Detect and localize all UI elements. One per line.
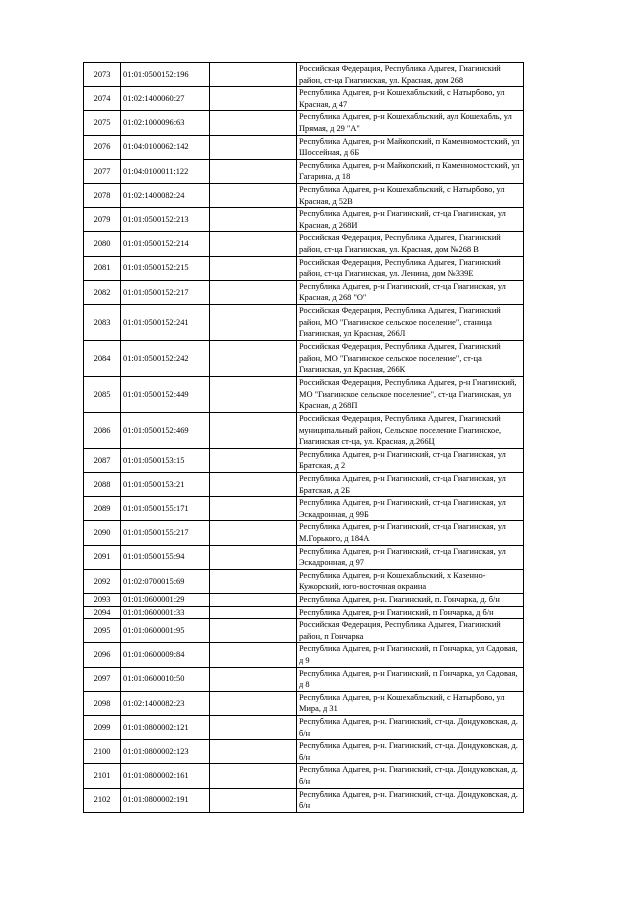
address-cell: Республика Адыгея, р-н Кошехабльский, с Натырбово, ул Красная, д 47 [297,87,524,111]
cadastral-number-cell: 01:02:1400060:27 [121,87,210,111]
empty-cell [210,412,297,448]
empty-cell [210,715,297,739]
empty-cell [210,87,297,111]
table-row [84,788,524,812]
table-row [84,135,524,159]
address-cell: Российская Федерация, Республика Адыгея, Гиагинский район, МО "Гиагинское сельское поселение", ст-ца Гиагинская, ул Красная, 266К [297,340,524,376]
table-body [84,63,524,813]
table-row [84,376,524,412]
cadastral-number-cell: 01:02:1400082:24 [121,183,210,207]
empty-cell [210,473,297,497]
cadastral-number-cell: 01:04:0100062:142 [121,135,210,159]
row-number-cell: 2099 [84,715,121,739]
address-cell: Российская Федерация, Республика Адыгея, Гиагинский район, МО "Гиагинское сельское поселение", станица Гиагинская, ул Красная, 266Л [297,304,524,340]
empty-cell [210,183,297,207]
address-cell: Республика Адыгея, р-н Гиагинский, ст-ца Гиагинская, ул Братская, д 2 [297,448,524,472]
row-number-cell: 2075 [84,111,121,135]
row-number-cell: 2081 [84,256,121,280]
table-row [84,340,524,376]
address-cell: Республика Адыгея, р-н Кошехабльский, аул Кошехабль, ул Прямая, д 29 "А" [297,111,524,135]
table-row [84,87,524,111]
row-number-cell: 2102 [84,788,121,812]
empty-cell [210,304,297,340]
table-row [84,691,524,715]
row-number-cell: 2077 [84,159,121,183]
address-cell: Республика Адыгея, р-н. Гиагинский, ст-ца. Дондуковская, д. б/н [297,764,524,788]
table-row [84,619,524,643]
empty-cell [210,788,297,812]
table-row [84,715,524,739]
row-number-cell: 2087 [84,448,121,472]
table-row [84,594,524,607]
empty-cell [210,764,297,788]
empty-cell [210,569,297,593]
property-table [83,62,524,813]
cadastral-number-cell: 01:01:0500152:242 [121,340,210,376]
row-number-cell: 2090 [84,521,121,545]
empty-cell [210,448,297,472]
row-number-cell: 2101 [84,764,121,788]
address-cell: Российская Федерация, Республика Адыгея, Гиагинский район, п Гончарка [297,619,524,643]
row-number-cell: 2094 [84,606,121,619]
cadastral-number-cell: 01:01:0500152:469 [121,412,210,448]
cadastral-number-cell: 01:01:0800002:191 [121,788,210,812]
empty-cell [210,521,297,545]
table-row [84,667,524,691]
empty-cell [210,691,297,715]
row-number-cell: 2100 [84,740,121,764]
address-cell: Республика Адыгея, р-н Гиагинский, п Гончарка, д б/н [297,606,524,619]
row-number-cell: 2082 [84,280,121,304]
table-row [84,111,524,135]
cadastral-number-cell: 01:02:0700015:69 [121,569,210,593]
empty-cell [210,740,297,764]
address-cell: Республика Адыгея, р-н. Гиагинский, ст-ца. Дондуковская, д. б/н [297,715,524,739]
address-cell: Республика Адыгея, р-н Майкопский, п Каменномостский, ул Гагарина, д 18 [297,159,524,183]
table-row [84,232,524,256]
empty-cell [210,208,297,232]
cadastral-number-cell: 01:01:0800002:161 [121,764,210,788]
cadastral-number-cell: 01:01:0500152:196 [121,63,210,87]
address-cell: Республика Адыгея, р-н. Гиагинский, ст-ца. Дондуковская, д. б/н [297,740,524,764]
address-cell: Республика Адыгея, р-н Гиагинский, п Гончарка, ул Садовая, д 9 [297,643,524,667]
empty-cell [210,643,297,667]
cadastral-number-cell: 01:01:0500155:94 [121,545,210,569]
cadastral-number-cell: 01:01:0500155:217 [121,521,210,545]
address-cell: Республика Адыгея, р-н Гиагинский, ст-ца Гиагинская, ул Эскадронная, д 97 [297,545,524,569]
empty-cell [210,256,297,280]
cadastral-number-cell: 01:01:0500152:215 [121,256,210,280]
table-row [84,208,524,232]
row-number-cell: 2098 [84,691,121,715]
address-cell: Республика Адыгея, р-н Гиагинский, п Гончарка, ул Садовая, д 8 [297,667,524,691]
empty-cell [210,667,297,691]
cadastral-number-cell: 01:01:0500152:241 [121,304,210,340]
cadastral-number-cell: 01:01:0500153:21 [121,473,210,497]
cadastral-number-cell: 01:01:0500152:217 [121,280,210,304]
row-number-cell: 2074 [84,87,121,111]
cadastral-number-cell: 01:01:0600009:84 [121,643,210,667]
address-cell: Республика Адыгея, р-н Майкопский, п Каменномостский, ул Шоссейная, д 6Б [297,135,524,159]
table-row [84,569,524,593]
address-cell: Республика Адыгея, р-н Гиагинский, ст-ца Гиагинская, ул Красная, д 268И [297,208,524,232]
cadastral-number-cell: 01:01:0500152:449 [121,376,210,412]
address-cell: Российская Федерация, Республика Адыгея, р-н Гиагинский, МО "Гиагинское сельское поселение", ст-ца Гиагинская, ул Красная, д 268П [297,376,524,412]
row-number-cell: 2083 [84,304,121,340]
cadastral-number-cell: 01:01:0600010:50 [121,667,210,691]
table-row [84,183,524,207]
table-row [84,545,524,569]
empty-cell [210,340,297,376]
cadastral-number-cell: 01:02:1000096:63 [121,111,210,135]
table-row [84,304,524,340]
empty-cell [210,606,297,619]
empty-cell [210,280,297,304]
table-row [84,740,524,764]
table-row [84,521,524,545]
table-row [84,256,524,280]
empty-cell [210,619,297,643]
row-number-cell: 2088 [84,473,121,497]
row-number-cell: 2086 [84,412,121,448]
cadastral-number-cell: 01:01:0600001:33 [121,606,210,619]
empty-cell [210,232,297,256]
address-cell: Российская Федерация, Республика Адыгея, Гиагинский муниципальный район, Сельское поселение Гиагинское, Гиагинская ст-ца, ул. Красная, д.266Ц [297,412,524,448]
cadastral-number-cell: 01:01:0500155:171 [121,497,210,521]
row-number-cell: 2092 [84,569,121,593]
address-cell: Республика Адыгея, р-н Гиагинский, ст-ца Гиагинская, ул Эскадронная, д 99Б [297,497,524,521]
address-cell: Российская Федерация, Республика Адыгея, Гиагинский район, ст-ца Гиагинская, ул. Красная, дом 268 [297,63,524,87]
cadastral-number-cell: 01:01:0500153:15 [121,448,210,472]
row-number-cell: 2073 [84,63,121,87]
row-number-cell: 2079 [84,208,121,232]
row-number-cell: 2078 [84,183,121,207]
address-cell: Российская Федерация, Республика Адыгея, Гиагинский район, ст-ца Гиагинская, ул. Ленина, дом №339Е [297,256,524,280]
row-number-cell: 2091 [84,545,121,569]
row-number-cell: 2096 [84,643,121,667]
row-number-cell: 2076 [84,135,121,159]
address-cell: Республика Адыгея, р-н Кошехабльский, с Натырбово, ул Мира, д 31 [297,691,524,715]
cadastral-number-cell: 01:01:0800002:123 [121,740,210,764]
address-cell: Республика Адыгея, р-н Гиагинский, ст-ца Гиагинская, ул Красная, д 268 "О" [297,280,524,304]
cadastral-number-cell: 01:01:0500152:214 [121,232,210,256]
table-row [84,473,524,497]
row-number-cell: 2085 [84,376,121,412]
row-number-cell: 2093 [84,594,121,607]
cadastral-number-cell: 01:04:0100011:122 [121,159,210,183]
row-number-cell: 2080 [84,232,121,256]
table-row [84,159,524,183]
table-row [84,280,524,304]
table-row [84,606,524,619]
empty-cell [210,545,297,569]
cadastral-number-cell: 01:01:0600001:95 [121,619,210,643]
address-cell: Республика Адыгея, р-н Кошехабльский, с Натырбово, ул Красная, д 52В [297,183,524,207]
row-number-cell: 2095 [84,619,121,643]
address-cell: Республика Адыгея, р-н. Гиагинский, п. Гончарка, д. б/н [297,594,524,607]
address-cell: Республика Адыгея, р-н Гиагинский, ст-ца Гиагинская, ул Братская, д 2Б [297,473,524,497]
empty-cell [210,594,297,607]
address-cell: Российская Федерация, Республика Адыгея, Гиагинский район, ст-ца Гиагинская, ул. Красная, дом №268 В [297,232,524,256]
address-cell: Республика Адыгея, р-н. Гиагинский, ст-ца. Дондуковская, д. б/н [297,788,524,812]
address-cell: Республика Адыгея, р-н Кошехабльский, х Казенно-Кужорский, юго-восточная окраина [297,569,524,593]
cadastral-number-cell: 01:01:0600001:29 [121,594,210,607]
empty-cell [210,135,297,159]
table-row [84,63,524,87]
empty-cell [210,497,297,521]
cadastral-number-cell: 01:01:0800002:121 [121,715,210,739]
cadastral-number-cell: 01:01:0500152:213 [121,208,210,232]
empty-cell [210,111,297,135]
empty-cell [210,159,297,183]
table-row [84,764,524,788]
table-row [84,448,524,472]
row-number-cell: 2084 [84,340,121,376]
empty-cell [210,376,297,412]
empty-cell [210,63,297,87]
table-row [84,497,524,521]
cadastral-number-cell: 01:02:1400082:23 [121,691,210,715]
row-number-cell: 2089 [84,497,121,521]
row-number-cell: 2097 [84,667,121,691]
table-row [84,412,524,448]
table-row [84,643,524,667]
address-cell: Республика Адыгея, р-н Гиагинский, ст-ца Гиагинская, ул М.Горького, д 184А [297,521,524,545]
